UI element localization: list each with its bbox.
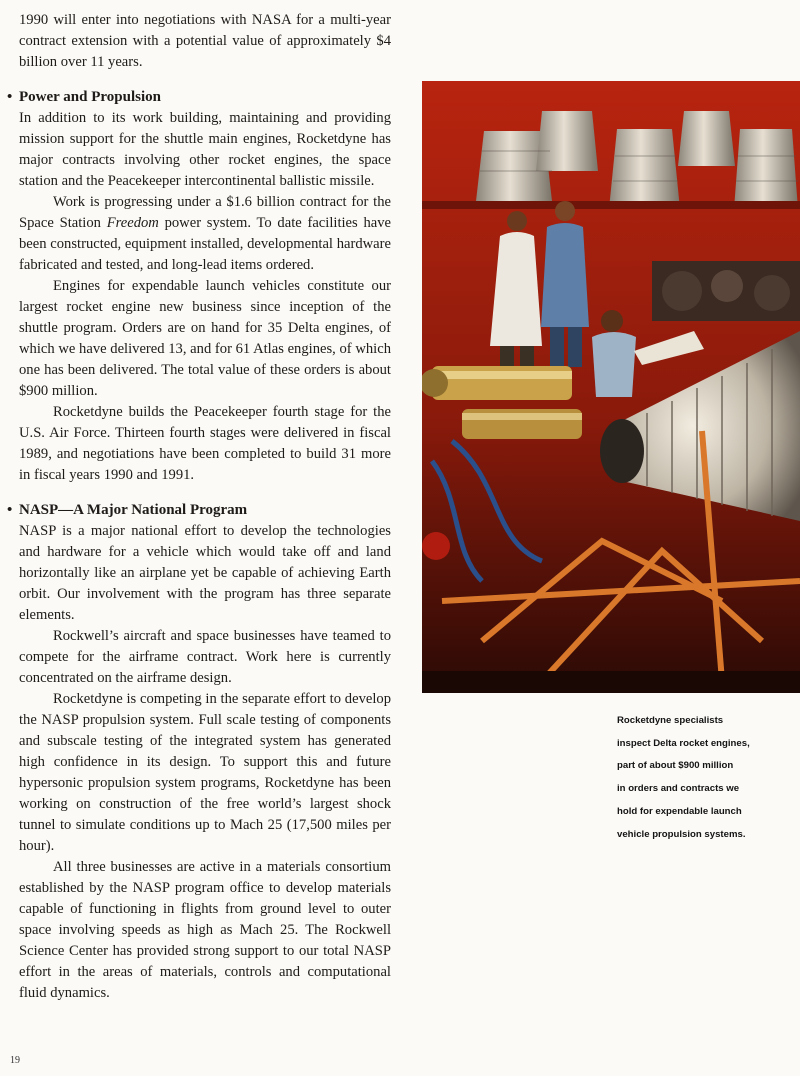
- paragraph: Rocketdyne is competing in the separate effort to develop the NASP propulsion system. Full scale testing of components and subscale testing of the integrated system has generated high confidence in its design. To support this and future hypersonic propulsion system programs, Rocketdyne has been working on construction of the free world’s largest shock tunnel to simulate conditions up to Mach 25 (17,500 miles per hour).: [19, 691, 391, 854]
- section-heading-nasp: [7, 500, 391, 521]
- photo-illustration: [422, 81, 800, 693]
- text-run: Work is progressing under a $1.6 billion contract for the Space Station: [19, 194, 391, 231]
- caption-line: in orders and contracts we: [617, 783, 740, 795]
- section-heading-power: [7, 87, 391, 108]
- photo-caption: [617, 710, 800, 846]
- italic-text: Freedom: [106, 215, 159, 231]
- caption-line: Rocketdyne specialists: [617, 715, 724, 726]
- paragraph-freedom: [19, 192, 391, 276]
- engine-machinery-right: [652, 261, 800, 321]
- caption-line: inspect Delta rocket engines,: [617, 737, 750, 749]
- paragraph: Engines for expendable launch vehicles constitute our largest rocket engine new business since inception of the shuttle program. Orders are on hand for 35 Delta engines, of which we have delivered 13, and for 61 Atlas engines, of which one has been delivered. The total value of these orders is about $900 million.: [19, 278, 391, 399]
- paragraph: In addition to its work building, maintaining and providing mission support for the shuttle main engines, Rocketdyne has major contracts involving other rocket engines, the space station and the Peacekeeper intercontinental ballistic missile.: [19, 110, 391, 189]
- intro-paragraph: 1990 will enter into negotiations with NASA for a multi-year contract extension with a potential value of approximately $4 billion over 11 years.: [19, 12, 391, 70]
- caption-line: vehicle propulsion systems.: [617, 828, 746, 840]
- caption-line: hold for expendable launch: [617, 805, 742, 817]
- paragraph: Rockwell’s aircraft and space businesses have teamed to compete for the airframe contract. Work here is currently concentrated on the airframe design.: [19, 628, 391, 686]
- section-heading-text: Power and Propulsion: [19, 89, 161, 105]
- paragraph: All three businesses are active in a materials consortium established by the NASP program office to develop materials capable of functioning in flights from ground level to outer space involving speeds as high as Mach 25. The Rockwell Science Center has provided strong support to our total NASP effort in the areas of materials, controls and computational fluid dynamics.: [19, 859, 391, 1001]
- body-text-column: [7, 10, 392, 1004]
- bullet-icon: •: [7, 89, 13, 105]
- page-number: 19: [10, 1055, 20, 1066]
- text-run: power system. To date facilities have been constructed, equipment installed, developmental hardware fabricated and tested, and long-lead items ordered.: [19, 215, 392, 273]
- paragraph: Rocketdyne builds the Peacekeeper fourth stage for the U.S. Air Force. Thirteen fourth stages were delivered in fiscal 1989, and negotiations have been completed to build 31 more in fiscal years 1990 and 1991.: [19, 404, 391, 483]
- bullet-icon: •: [7, 502, 13, 518]
- paragraph: NASP is a major national effort to develop the technologies and hardware for a vehicle which would take off and land horizontally like an airplane yet be capable of achieving Earth orbit. Our involvement with the program has three separate elements.: [19, 523, 391, 623]
- caption-line: part of about $900 million: [617, 760, 734, 772]
- section-heading-text: NASP—A Major National Program: [19, 502, 248, 518]
- rocket-engine-photo: [422, 81, 800, 693]
- red-valve: [422, 532, 450, 560]
